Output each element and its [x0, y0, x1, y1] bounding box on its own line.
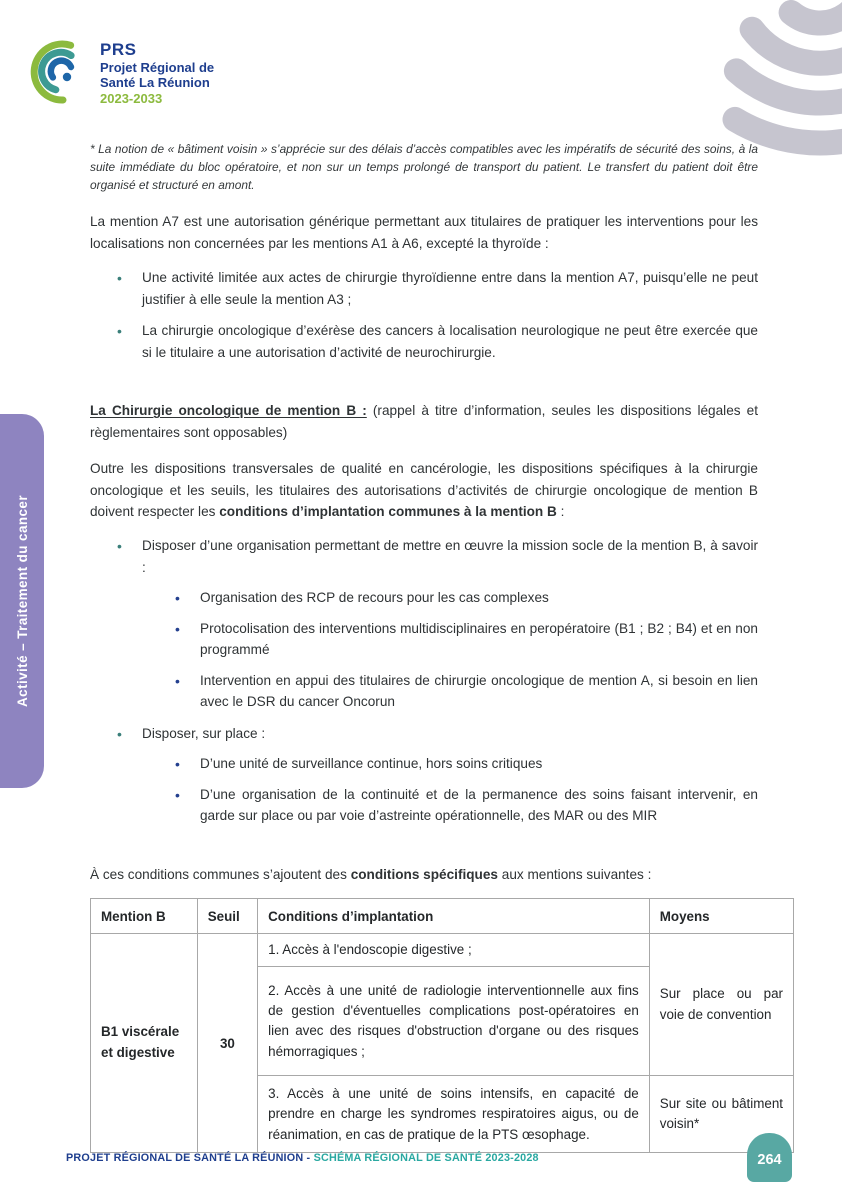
page-number-badge: 264 — [747, 1133, 792, 1182]
paragraph-text: À ces conditions communes s’ajoutent des — [90, 866, 351, 882]
column-header-conditions: Conditions d’implantation — [258, 899, 650, 934]
column-header-seuil: Seuil — [197, 899, 257, 934]
section-heading-mention-b — [90, 400, 758, 443]
logo-line2: Santé La Réunion — [100, 75, 210, 91]
cell-condition-3: 3. Accès à une unité de soins intensifs, en capacité de prendre en charge les syndromes respiratoires aigus, ou de réanimation, en cas de pratique de la PTS œsophage. — [258, 1076, 650, 1153]
logo-abbr: PRS — [100, 40, 137, 59]
cell-condition-1: 1. Accès à l'endoscopie digestive ; — [258, 934, 650, 967]
paragraph-bold-text: conditions spécifiques — [350, 866, 498, 882]
cell-moyens-2: Sur site ou bâtiment voisin* — [649, 1076, 793, 1153]
side-tab-label: Activité – Traitement du cancer — [14, 495, 30, 707]
table-row — [91, 934, 794, 967]
list-item — [90, 535, 758, 712]
footer-title-blue: PROJET RÉGIONAL DE SANTÉ LA RÉUNION - — [66, 1152, 314, 1164]
cell-condition-2: 2. Accès à une unité de radiologie interventionnelle aux fins de gestion d'éventuelles complications post-opératoires en lien avec des risques d'obstruction d'organe ou des risques hémorragiques ; — [258, 967, 650, 1076]
list-mention-a7 — [90, 267, 758, 363]
list-item: • La chirurgie oncologique d’exérèse des cancers à localisation neurologique ne peut être exercée que si le titulaire a une autorisation d’activité de neurochirurgie. — [90, 320, 758, 363]
prs-spiral-icon — [28, 32, 92, 112]
cell-mention-b1: B1 viscérale et digestive — [91, 934, 198, 1153]
paragraph-conditions-communes — [90, 458, 758, 522]
list-item: • Une activité limitée aux actes de chirurgie thyroïdienne entre dans la mention A7, puisqu’elle ne peut justifier à elle seule la mention A3 ; — [90, 267, 758, 310]
list-item — [90, 723, 758, 827]
list-item-text: Disposer, sur place : — [142, 725, 266, 741]
list-item: • Protocolisation des interventions multidisciplinaires en peropératoire (B1 ; B2 ; B4) et en non programmé — [142, 618, 758, 661]
table-header-row — [91, 899, 794, 934]
paragraph-text: aux mentions suivantes : — [497, 866, 652, 882]
paragraph-mention-a7: La mention A7 est une autorisation générique permettant aux titulaires de pratiquer les interventions pour les localisations non concernées par les mentions A1 à A6, excepté la thyroïde : — [90, 214, 758, 251]
footer-title — [66, 1152, 539, 1164]
column-header-moyens: Moyens — [649, 899, 793, 934]
paragraph-conditions-specifiques — [90, 864, 758, 885]
side-tab-activite-traitement-cancer — [0, 414, 44, 788]
paragraph-text: : — [556, 503, 565, 519]
main-content — [90, 140, 783, 1153]
list-item: • Organisation des RCP de recours pour les cas complexes — [142, 587, 758, 608]
logo-line1: Projet Régional de — [100, 60, 215, 76]
column-header-mention-b: Mention B — [91, 899, 198, 934]
paragraph-text: Outre les dispositions transversales de qualité en cancérologie, les dispositions spécifiques à la chirurgie oncologique et les seuils, les titulaires des autorisations d’activités de chirurgie oncologique de mention B doivent respecter les — [90, 461, 758, 519]
heading-rest-part: (rappel à titre d’information, seules les dispositions légales et règlementaires sont opposables) — [90, 403, 758, 440]
logo-text-block — [100, 32, 214, 112]
sublist-sur-place — [142, 753, 758, 826]
mentions-b-table — [90, 898, 794, 1153]
cell-seuil: 30 — [197, 934, 257, 1153]
footer-title-teal: SCHÉMA RÉGIONAL DE SANTÉ 2023-2028 — [313, 1152, 539, 1164]
list-item: • D’une unité de surveillance continue, hors soins critiques — [142, 753, 758, 774]
decorative-swoosh-icon — [682, 0, 842, 158]
list-item-text: Disposer d’une organisation permettant de mettre en œuvre la mission socle de la mention B, à savoir : — [142, 538, 758, 575]
list-conditions-communes — [90, 535, 758, 826]
cell-moyens-1: Sur place ou par voie de convention — [649, 934, 793, 1076]
prs-logo — [28, 32, 214, 112]
logo-years: 2023-2033 — [100, 90, 163, 106]
sublist-mission-socle — [142, 587, 758, 712]
footnote-batiment-voisin: * La notion de « bâtiment voisin » s’apprécie sur des délais d’accès compatibles avec les impératifs de sécurité des soins, à la suite immédiate du bloc opératoire, et non sur un temps prolongé de transport du patient. Le transfert du patient doit être organisé et structuré en amont. — [90, 142, 758, 193]
heading-bold-part: La Chirurgie oncologique de mention B : — [90, 403, 367, 419]
paragraph-bold-text: conditions d’implantation communes à la mention B — [219, 503, 557, 519]
list-item: • Intervention en appui des titulaires de chirurgie oncologique de mention A, si besoin en lien avec le DSR du cancer Oncorun — [142, 670, 758, 713]
list-item: • D’une organisation de la continuité et de la permanence des soins faisant intervenir, en garde sur place ou par voie d’astreinte opérationnelle, des MAR ou des MIR — [142, 784, 758, 827]
